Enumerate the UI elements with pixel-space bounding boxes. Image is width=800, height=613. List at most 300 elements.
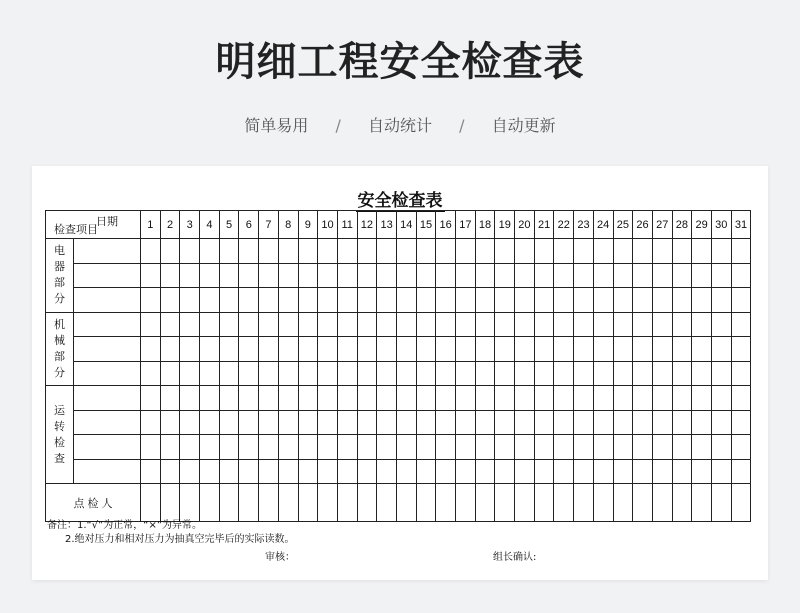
- check-cell[interactable]: [357, 263, 377, 288]
- check-cell[interactable]: [534, 410, 554, 435]
- inspector-cell[interactable]: [239, 484, 259, 522]
- check-cell[interactable]: [160, 288, 180, 313]
- inspector-cell[interactable]: [652, 484, 672, 522]
- check-cell[interactable]: [377, 410, 397, 435]
- check-cell[interactable]: [731, 410, 751, 435]
- check-cell[interactable]: [337, 386, 357, 411]
- check-cell[interactable]: [377, 435, 397, 460]
- check-cell[interactable]: [298, 410, 318, 435]
- inspector-cell[interactable]: [200, 484, 220, 522]
- check-cell[interactable]: [357, 337, 377, 362]
- check-cell[interactable]: [613, 361, 633, 386]
- check-cell[interactable]: [318, 361, 338, 386]
- check-cell[interactable]: [692, 288, 712, 313]
- check-cell[interactable]: [200, 435, 220, 460]
- check-cell[interactable]: [554, 361, 574, 386]
- inspector-cell[interactable]: [731, 484, 751, 522]
- check-cell[interactable]: [180, 239, 200, 264]
- check-cell[interactable]: [416, 263, 436, 288]
- check-cell[interactable]: [495, 337, 515, 362]
- check-cell[interactable]: [574, 386, 594, 411]
- check-cell[interactable]: [613, 435, 633, 460]
- check-cell[interactable]: [593, 337, 613, 362]
- check-cell[interactable]: [515, 435, 535, 460]
- check-cell[interactable]: [711, 263, 731, 288]
- check-cell[interactable]: [396, 337, 416, 362]
- check-cell[interactable]: [278, 435, 298, 460]
- check-cell[interactable]: [495, 386, 515, 411]
- check-cell[interactable]: [692, 410, 712, 435]
- check-cell[interactable]: [436, 361, 456, 386]
- check-cell[interactable]: [141, 459, 161, 484]
- inspector-cell[interactable]: [534, 484, 554, 522]
- inspector-cell[interactable]: [456, 484, 476, 522]
- check-cell[interactable]: [160, 263, 180, 288]
- check-cell[interactable]: [278, 386, 298, 411]
- check-cell[interactable]: [731, 337, 751, 362]
- check-cell[interactable]: [377, 361, 397, 386]
- check-cell[interactable]: [475, 459, 495, 484]
- check-cell[interactable]: [357, 459, 377, 484]
- check-cell[interactable]: [515, 410, 535, 435]
- check-cell[interactable]: [554, 239, 574, 264]
- check-cell[interactable]: [377, 337, 397, 362]
- check-cell[interactable]: [396, 263, 416, 288]
- check-cell[interactable]: [613, 386, 633, 411]
- check-cell[interactable]: [711, 435, 731, 460]
- inspector-cell[interactable]: [160, 484, 180, 522]
- check-cell[interactable]: [593, 435, 613, 460]
- check-cell[interactable]: [475, 312, 495, 337]
- check-cell[interactable]: [692, 386, 712, 411]
- check-cell[interactable]: [672, 263, 692, 288]
- check-cell[interactable]: [456, 337, 476, 362]
- check-cell[interactable]: [633, 263, 653, 288]
- check-cell[interactable]: [318, 435, 338, 460]
- check-cell[interactable]: [219, 435, 239, 460]
- check-cell[interactable]: [377, 263, 397, 288]
- check-cell[interactable]: [377, 312, 397, 337]
- inspector-cell[interactable]: [259, 484, 279, 522]
- check-cell[interactable]: [239, 361, 259, 386]
- item-cell[interactable]: [74, 337, 141, 362]
- check-cell[interactable]: [298, 288, 318, 313]
- inspector-cell[interactable]: [141, 484, 161, 522]
- check-cell[interactable]: [298, 459, 318, 484]
- check-cell[interactable]: [534, 288, 554, 313]
- check-cell[interactable]: [259, 435, 279, 460]
- check-cell[interactable]: [436, 288, 456, 313]
- item-cell[interactable]: [74, 263, 141, 288]
- check-cell[interactable]: [515, 263, 535, 288]
- item-cell[interactable]: [74, 312, 141, 337]
- check-cell[interactable]: [534, 312, 554, 337]
- check-cell[interactable]: [200, 312, 220, 337]
- check-cell[interactable]: [298, 239, 318, 264]
- check-cell[interactable]: [278, 263, 298, 288]
- check-cell[interactable]: [219, 386, 239, 411]
- check-cell[interactable]: [711, 386, 731, 411]
- inspector-cell[interactable]: [298, 484, 318, 522]
- check-cell[interactable]: [239, 312, 259, 337]
- check-cell[interactable]: [239, 435, 259, 460]
- inspector-cell[interactable]: [475, 484, 495, 522]
- check-cell[interactable]: [672, 239, 692, 264]
- check-cell[interactable]: [475, 410, 495, 435]
- check-cell[interactable]: [731, 263, 751, 288]
- check-cell[interactable]: [711, 361, 731, 386]
- check-cell[interactable]: [396, 312, 416, 337]
- check-cell[interactable]: [534, 239, 554, 264]
- check-cell[interactable]: [416, 288, 436, 313]
- check-cell[interactable]: [160, 435, 180, 460]
- check-cell[interactable]: [396, 386, 416, 411]
- check-cell[interactable]: [534, 337, 554, 362]
- check-cell[interactable]: [141, 361, 161, 386]
- check-cell[interactable]: [278, 337, 298, 362]
- check-cell[interactable]: [515, 361, 535, 386]
- check-cell[interactable]: [633, 312, 653, 337]
- check-cell[interactable]: [160, 410, 180, 435]
- check-cell[interactable]: [357, 288, 377, 313]
- check-cell[interactable]: [672, 288, 692, 313]
- check-cell[interactable]: [495, 263, 515, 288]
- check-cell[interactable]: [141, 288, 161, 313]
- check-cell[interactable]: [534, 361, 554, 386]
- check-cell[interactable]: [141, 435, 161, 460]
- check-cell[interactable]: [219, 337, 239, 362]
- check-cell[interactable]: [574, 263, 594, 288]
- check-cell[interactable]: [160, 459, 180, 484]
- check-cell[interactable]: [141, 263, 161, 288]
- check-cell[interactable]: [219, 239, 239, 264]
- inspector-cell[interactable]: [633, 484, 653, 522]
- check-cell[interactable]: [554, 337, 574, 362]
- inspector-cell[interactable]: [416, 484, 436, 522]
- check-cell[interactable]: [318, 288, 338, 313]
- check-cell[interactable]: [436, 410, 456, 435]
- check-cell[interactable]: [554, 459, 574, 484]
- check-cell[interactable]: [239, 386, 259, 411]
- check-cell[interactable]: [416, 435, 436, 460]
- check-cell[interactable]: [593, 459, 613, 484]
- check-cell[interactable]: [219, 288, 239, 313]
- check-cell[interactable]: [298, 386, 318, 411]
- check-cell[interactable]: [357, 361, 377, 386]
- check-cell[interactable]: [278, 239, 298, 264]
- check-cell[interactable]: [318, 386, 338, 411]
- check-cell[interactable]: [515, 239, 535, 264]
- inspector-cell[interactable]: [495, 484, 515, 522]
- check-cell[interactable]: [456, 410, 476, 435]
- check-cell[interactable]: [633, 288, 653, 313]
- check-cell[interactable]: [475, 337, 495, 362]
- check-cell[interactable]: [574, 459, 594, 484]
- check-cell[interactable]: [200, 361, 220, 386]
- check-cell[interactable]: [574, 288, 594, 313]
- check-cell[interactable]: [515, 312, 535, 337]
- check-cell[interactable]: [160, 337, 180, 362]
- check-cell[interactable]: [554, 263, 574, 288]
- inspector-cell[interactable]: [337, 484, 357, 522]
- check-cell[interactable]: [337, 459, 357, 484]
- check-cell[interactable]: [495, 312, 515, 337]
- check-cell[interactable]: [337, 435, 357, 460]
- check-cell[interactable]: [475, 263, 495, 288]
- check-cell[interactable]: [160, 386, 180, 411]
- check-cell[interactable]: [593, 386, 613, 411]
- check-cell[interactable]: [633, 386, 653, 411]
- check-cell[interactable]: [613, 312, 633, 337]
- check-cell[interactable]: [259, 386, 279, 411]
- check-cell[interactable]: [318, 263, 338, 288]
- check-cell[interactable]: [298, 312, 318, 337]
- check-cell[interactable]: [259, 263, 279, 288]
- check-cell[interactable]: [554, 288, 574, 313]
- check-cell[interactable]: [278, 288, 298, 313]
- inspector-cell[interactable]: [180, 484, 200, 522]
- check-cell[interactable]: [652, 337, 672, 362]
- check-cell[interactable]: [554, 312, 574, 337]
- check-cell[interactable]: [475, 361, 495, 386]
- check-cell[interactable]: [692, 312, 712, 337]
- check-cell[interactable]: [554, 386, 574, 411]
- check-cell[interactable]: [180, 337, 200, 362]
- check-cell[interactable]: [731, 288, 751, 313]
- check-cell[interactable]: [337, 239, 357, 264]
- check-cell[interactable]: [574, 239, 594, 264]
- check-cell[interactable]: [731, 361, 751, 386]
- check-cell[interactable]: [456, 361, 476, 386]
- check-cell[interactable]: [318, 337, 338, 362]
- check-cell[interactable]: [239, 410, 259, 435]
- check-cell[interactable]: [298, 263, 318, 288]
- check-cell[interactable]: [692, 435, 712, 460]
- item-cell[interactable]: [74, 361, 141, 386]
- check-cell[interactable]: [200, 288, 220, 313]
- check-cell[interactable]: [711, 459, 731, 484]
- inspector-cell[interactable]: [515, 484, 535, 522]
- check-cell[interactable]: [574, 410, 594, 435]
- check-cell[interactable]: [259, 459, 279, 484]
- check-cell[interactable]: [337, 410, 357, 435]
- check-cell[interactable]: [574, 361, 594, 386]
- check-cell[interactable]: [436, 386, 456, 411]
- check-cell[interactable]: [593, 312, 613, 337]
- check-cell[interactable]: [219, 410, 239, 435]
- check-cell[interactable]: [652, 361, 672, 386]
- item-cell[interactable]: [74, 386, 141, 411]
- check-cell[interactable]: [357, 435, 377, 460]
- check-cell[interactable]: [200, 410, 220, 435]
- check-cell[interactable]: [633, 410, 653, 435]
- check-cell[interactable]: [357, 410, 377, 435]
- check-cell[interactable]: [180, 263, 200, 288]
- check-cell[interactable]: [200, 386, 220, 411]
- check-cell[interactable]: [554, 410, 574, 435]
- check-cell[interactable]: [337, 312, 357, 337]
- check-cell[interactable]: [692, 361, 712, 386]
- check-cell[interactable]: [574, 312, 594, 337]
- check-cell[interactable]: [416, 361, 436, 386]
- check-cell[interactable]: [416, 239, 436, 264]
- check-cell[interactable]: [180, 361, 200, 386]
- check-cell[interactable]: [731, 386, 751, 411]
- item-cell[interactable]: [74, 410, 141, 435]
- inspector-cell[interactable]: [436, 484, 456, 522]
- check-cell[interactable]: [672, 361, 692, 386]
- check-cell[interactable]: [613, 239, 633, 264]
- check-cell[interactable]: [259, 337, 279, 362]
- check-cell[interactable]: [495, 361, 515, 386]
- check-cell[interactable]: [456, 239, 476, 264]
- check-cell[interactable]: [672, 410, 692, 435]
- check-cell[interactable]: [259, 312, 279, 337]
- check-cell[interactable]: [259, 361, 279, 386]
- check-cell[interactable]: [731, 459, 751, 484]
- check-cell[interactable]: [495, 288, 515, 313]
- check-cell[interactable]: [436, 312, 456, 337]
- check-cell[interactable]: [219, 312, 239, 337]
- check-cell[interactable]: [200, 337, 220, 362]
- check-cell[interactable]: [337, 337, 357, 362]
- check-cell[interactable]: [475, 239, 495, 264]
- check-cell[interactable]: [731, 312, 751, 337]
- check-cell[interactable]: [377, 288, 397, 313]
- inspector-cell[interactable]: [318, 484, 338, 522]
- check-cell[interactable]: [416, 459, 436, 484]
- check-cell[interactable]: [711, 337, 731, 362]
- check-cell[interactable]: [239, 239, 259, 264]
- check-cell[interactable]: [259, 288, 279, 313]
- check-cell[interactable]: [613, 263, 633, 288]
- check-cell[interactable]: [672, 459, 692, 484]
- check-cell[interactable]: [396, 239, 416, 264]
- check-cell[interactable]: [593, 263, 613, 288]
- check-cell[interactable]: [613, 337, 633, 362]
- check-cell[interactable]: [160, 361, 180, 386]
- check-cell[interactable]: [495, 459, 515, 484]
- check-cell[interactable]: [239, 337, 259, 362]
- check-cell[interactable]: [633, 337, 653, 362]
- check-cell[interactable]: [357, 312, 377, 337]
- check-cell[interactable]: [711, 312, 731, 337]
- check-cell[interactable]: [436, 337, 456, 362]
- item-cell[interactable]: [74, 239, 141, 264]
- check-cell[interactable]: [495, 239, 515, 264]
- check-cell[interactable]: [180, 435, 200, 460]
- check-cell[interactable]: [357, 239, 377, 264]
- check-cell[interactable]: [318, 410, 338, 435]
- check-cell[interactable]: [515, 459, 535, 484]
- check-cell[interactable]: [534, 263, 554, 288]
- check-cell[interactable]: [219, 459, 239, 484]
- check-cell[interactable]: [652, 239, 672, 264]
- check-cell[interactable]: [711, 239, 731, 264]
- check-cell[interactable]: [574, 337, 594, 362]
- check-cell[interactable]: [672, 312, 692, 337]
- item-cell[interactable]: [74, 459, 141, 484]
- check-cell[interactable]: [357, 386, 377, 411]
- check-cell[interactable]: [337, 263, 357, 288]
- check-cell[interactable]: [613, 459, 633, 484]
- check-cell[interactable]: [396, 410, 416, 435]
- check-cell[interactable]: [633, 459, 653, 484]
- check-cell[interactable]: [652, 288, 672, 313]
- check-cell[interactable]: [141, 337, 161, 362]
- check-cell[interactable]: [318, 312, 338, 337]
- check-cell[interactable]: [436, 435, 456, 460]
- check-cell[interactable]: [456, 312, 476, 337]
- check-cell[interactable]: [219, 361, 239, 386]
- check-cell[interactable]: [180, 459, 200, 484]
- check-cell[interactable]: [692, 337, 712, 362]
- check-cell[interactable]: [692, 459, 712, 484]
- check-cell[interactable]: [141, 410, 161, 435]
- check-cell[interactable]: [652, 386, 672, 411]
- inspector-cell[interactable]: [377, 484, 397, 522]
- check-cell[interactable]: [633, 239, 653, 264]
- inspector-cell[interactable]: [593, 484, 613, 522]
- check-cell[interactable]: [593, 361, 613, 386]
- check-cell[interactable]: [278, 312, 298, 337]
- check-cell[interactable]: [416, 337, 436, 362]
- check-cell[interactable]: [613, 410, 633, 435]
- check-cell[interactable]: [416, 386, 436, 411]
- inspector-cell[interactable]: [396, 484, 416, 522]
- check-cell[interactable]: [160, 312, 180, 337]
- check-cell[interactable]: [219, 263, 239, 288]
- check-cell[interactable]: [652, 263, 672, 288]
- check-cell[interactable]: [436, 263, 456, 288]
- check-cell[interactable]: [278, 459, 298, 484]
- check-cell[interactable]: [593, 410, 613, 435]
- check-cell[interactable]: [180, 386, 200, 411]
- check-cell[interactable]: [337, 288, 357, 313]
- check-cell[interactable]: [633, 435, 653, 460]
- check-cell[interactable]: [298, 435, 318, 460]
- inspector-cell[interactable]: [711, 484, 731, 522]
- check-cell[interactable]: [731, 239, 751, 264]
- check-cell[interactable]: [416, 410, 436, 435]
- check-cell[interactable]: [534, 459, 554, 484]
- check-cell[interactable]: [692, 239, 712, 264]
- check-cell[interactable]: [200, 263, 220, 288]
- check-cell[interactable]: [239, 263, 259, 288]
- check-cell[interactable]: [672, 435, 692, 460]
- check-cell[interactable]: [259, 410, 279, 435]
- check-cell[interactable]: [396, 361, 416, 386]
- check-cell[interactable]: [534, 435, 554, 460]
- check-cell[interactable]: [141, 386, 161, 411]
- check-cell[interactable]: [456, 263, 476, 288]
- check-cell[interactable]: [534, 386, 554, 411]
- check-cell[interactable]: [515, 288, 535, 313]
- check-cell[interactable]: [278, 410, 298, 435]
- check-cell[interactable]: [633, 361, 653, 386]
- check-cell[interactable]: [337, 361, 357, 386]
- check-cell[interactable]: [475, 386, 495, 411]
- check-cell[interactable]: [692, 263, 712, 288]
- check-cell[interactable]: [593, 288, 613, 313]
- inspector-cell[interactable]: [613, 484, 633, 522]
- check-cell[interactable]: [436, 239, 456, 264]
- check-cell[interactable]: [377, 239, 397, 264]
- check-cell[interactable]: [318, 239, 338, 264]
- check-cell[interactable]: [672, 386, 692, 411]
- check-cell[interactable]: [200, 239, 220, 264]
- check-cell[interactable]: [180, 410, 200, 435]
